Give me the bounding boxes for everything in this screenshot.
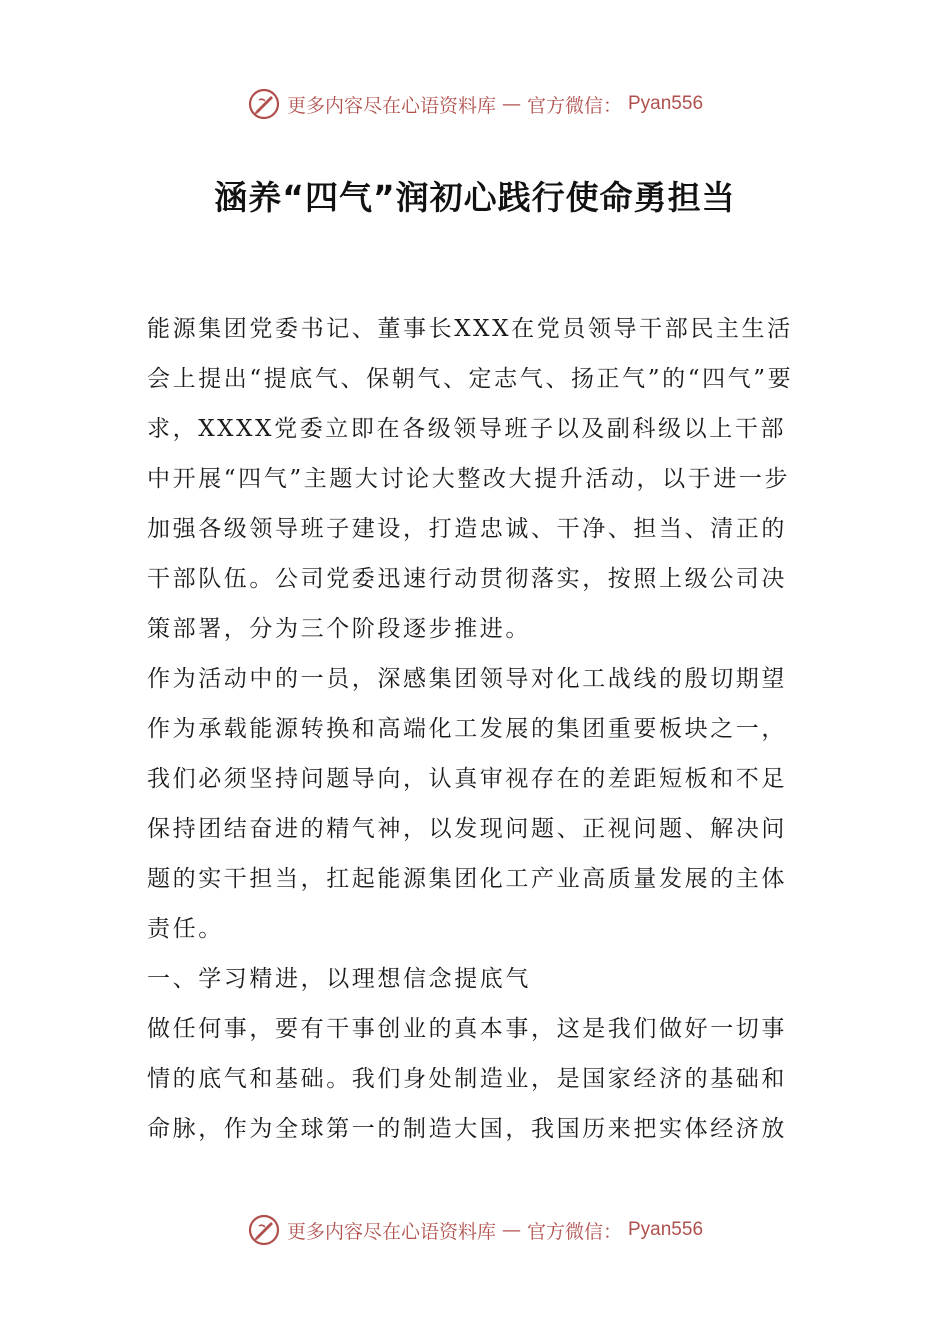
footer-banner [0,1210,950,1250]
pen-circle-logo-icon [247,1213,281,1247]
banner-dash: — [501,1219,521,1241]
banner-sub-text: 官方微信： [526,1220,622,1243]
header-banner [0,84,950,124]
pen-circle-logo-icon [247,87,281,121]
banner-main-text: 更多内容尽在心语资料库 [286,94,496,117]
banner-dash: — [501,93,521,115]
section-heading-1: 一、学习精进，以理想信念提底气 [147,966,531,992]
paragraph-reflection: 作为活动中的一员，深感集团领导对化工战线的殷切期望作为承载能源转换和高端化工发展的集团重要板块之一，我们必须坚持问题导向，认真审视存在的差距短板和不足保持团结奋进的精气神，以发现问题、正视问题、解决问题的实干担当，扛起能源集团化工产业高质量发展的主体责任。 [147,666,787,942]
paragraph-intro: 能源集团党委书记、董事长XXX在党员领导干部民主生活会上提出“提底气、保朝气、定志气、扬正气”的“四气”要求，XXXX党委立即在各级领导班子以及副科级以上干部中开展“四气”主题大讨论大整改大提升活动，以于进一步加强各级领导班子建设，打造忠诚、干净、担当、清正的干部队伍。公司党委迅速行动贯彻落实，按照上级公司决策部署，分为三个阶段逐步推进。 [147,316,794,642]
banner-wechat-id: Pyan556 [628,1219,704,1240]
banner-main-text: 更多内容尽在心语资料库 [286,1220,496,1243]
document-title: 涵养“四气”润初心践行使命勇担当 [214,178,736,217]
banner-sub-text: 官方微信： [526,94,622,117]
paragraph-section-1: 做任何事，要有干事创业的真本事，这是我们做好一切事情的底气和基础。我们身处制造业，是国家经济的基础和命脉，作为全球第一的制造大国，我国历来把实体经济放 [147,1016,787,1142]
document-body [147,304,807,1154]
banner-wechat-id: Pyan556 [628,93,704,114]
